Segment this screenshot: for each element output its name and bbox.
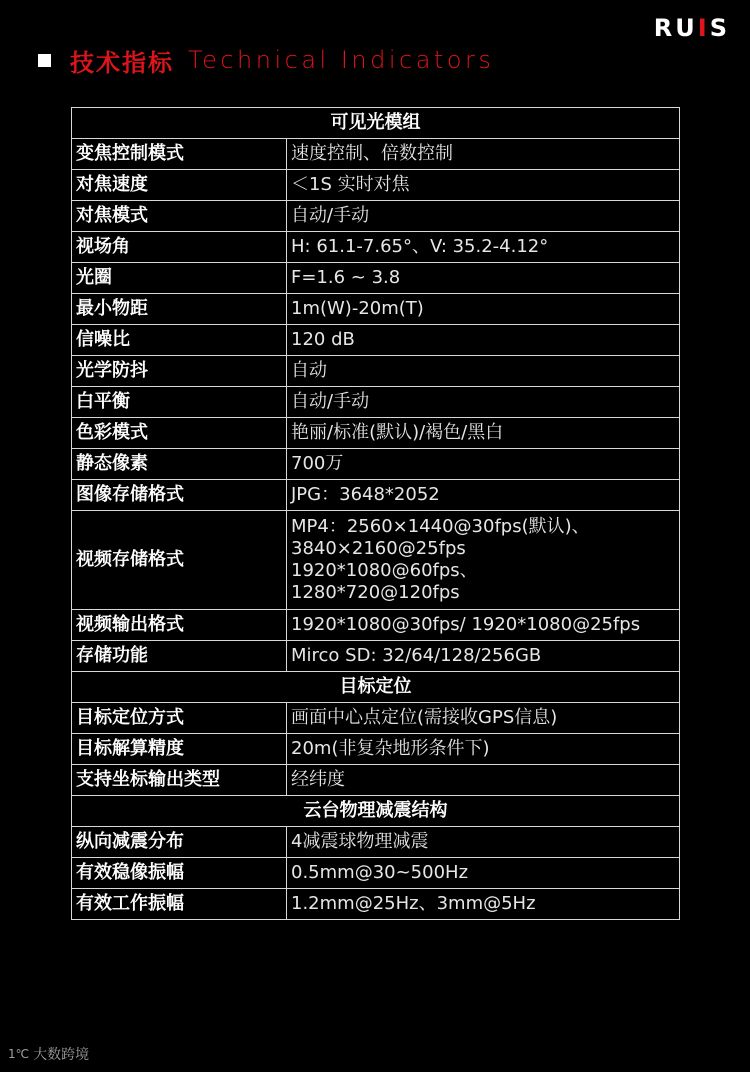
watermark bbox=[8, 1044, 89, 1064]
table-row bbox=[72, 201, 680, 232]
row-label: 白平衡 bbox=[72, 387, 287, 418]
section-title: 目标定位 bbox=[72, 672, 680, 703]
row-label: 变焦控制模式 bbox=[72, 139, 287, 170]
row-value: Mirco SD: 32/64/128/256GB bbox=[287, 641, 680, 672]
table-row bbox=[72, 139, 680, 170]
table-row bbox=[72, 610, 680, 641]
row-value: 0.5mm@30~500Hz bbox=[287, 858, 680, 889]
table-row bbox=[72, 889, 680, 920]
table-row bbox=[72, 418, 680, 449]
row-label: 静态像素 bbox=[72, 449, 287, 480]
value-line: 1280*720@120fps bbox=[291, 582, 460, 603]
row-value: 1m(W)-20m(T) bbox=[287, 294, 680, 325]
row-value: 自动/手动 bbox=[287, 201, 680, 232]
section-header-row bbox=[72, 672, 680, 703]
row-label: 视频输出格式 bbox=[72, 610, 287, 641]
row-value: F=1.6 ~ 3.8 bbox=[287, 263, 680, 294]
row-value: JPG：3648*2052 bbox=[287, 480, 680, 511]
table-row bbox=[72, 734, 680, 765]
row-value: 经纬度 bbox=[287, 765, 680, 796]
row-value: 画面中心点定位(需接收GPS信息) bbox=[287, 703, 680, 734]
section-header-row bbox=[72, 108, 680, 139]
row-label: 色彩模式 bbox=[72, 418, 287, 449]
row-value: 700万 bbox=[287, 449, 680, 480]
value-line: MP4：2560×1440@30fps(默认)、 bbox=[291, 516, 590, 537]
watermark-text: 大数跨境 bbox=[33, 1047, 90, 1063]
table-row bbox=[72, 294, 680, 325]
row-label: 对焦模式 bbox=[72, 201, 287, 232]
row-label: 目标解算精度 bbox=[72, 734, 287, 765]
table-row bbox=[72, 263, 680, 294]
table-row bbox=[72, 449, 680, 480]
table-row bbox=[72, 641, 680, 672]
row-value: 自动 bbox=[287, 356, 680, 387]
row-label: 支持坐标输出类型 bbox=[72, 765, 287, 796]
row-label: 视场角 bbox=[72, 232, 287, 263]
row-label: 图像存储格式 bbox=[72, 480, 287, 511]
row-value: 1920*1080@30fps/ 1920*1080@25fps bbox=[287, 610, 680, 641]
row-label: 有效稳像振幅 bbox=[72, 858, 287, 889]
row-value: ＜1S 实时对焦 bbox=[287, 170, 680, 201]
logo-text-accent: I bbox=[697, 14, 710, 42]
row-value-multiline bbox=[287, 511, 680, 610]
value-line: 1920*1080@60fps、 bbox=[291, 560, 478, 581]
logo-text-tail: S bbox=[709, 14, 730, 42]
section-header-row bbox=[72, 796, 680, 827]
row-value: 速度控制、倍数控制 bbox=[287, 139, 680, 170]
brand-logo bbox=[654, 14, 730, 42]
row-label: 存储功能 bbox=[72, 641, 287, 672]
page-heading bbox=[38, 42, 494, 78]
row-label: 光圈 bbox=[72, 263, 287, 294]
row-value: 艳丽/标准(默认)/褐色/黑白 bbox=[287, 418, 680, 449]
table-row bbox=[72, 480, 680, 511]
table-row bbox=[72, 356, 680, 387]
bullet-square-icon bbox=[38, 54, 51, 67]
table-row bbox=[72, 170, 680, 201]
row-label: 最小物距 bbox=[72, 294, 287, 325]
row-label: 目标定位方式 bbox=[72, 703, 287, 734]
row-label: 有效工作振幅 bbox=[72, 889, 287, 920]
section-title: 云台物理减震结构 bbox=[72, 796, 680, 827]
row-label: 光学防抖 bbox=[72, 356, 287, 387]
row-label: 纵向减震分布 bbox=[72, 827, 287, 858]
table-row bbox=[72, 325, 680, 356]
row-value: 120 dB bbox=[287, 325, 680, 356]
logo-text-main: RU bbox=[653, 14, 698, 42]
row-label: 视频存储格式 bbox=[72, 511, 287, 610]
table-row bbox=[72, 858, 680, 889]
table-row bbox=[72, 387, 680, 418]
table-row bbox=[72, 827, 680, 858]
row-value: H: 61.1-7.65°、V: 35.2-4.12° bbox=[287, 232, 680, 263]
table-row bbox=[72, 703, 680, 734]
row-value: 自动/手动 bbox=[287, 387, 680, 418]
row-label: 信噪比 bbox=[72, 325, 287, 356]
row-value: 20m(非复杂地形条件下) bbox=[287, 734, 680, 765]
section-title: 可见光模组 bbox=[72, 108, 680, 139]
table-row bbox=[72, 511, 680, 610]
watermark-mark: 1℃ bbox=[8, 1047, 30, 1061]
value-line: 3840×2160@25fps bbox=[291, 538, 466, 559]
table-row bbox=[72, 232, 680, 263]
heading-cn: 技术指标 bbox=[70, 48, 174, 77]
spec-table bbox=[71, 107, 680, 920]
heading-en: Technical Indicators bbox=[188, 46, 495, 74]
row-value: 1.2mm@25Hz、3mm@5Hz bbox=[287, 889, 680, 920]
table-row bbox=[72, 765, 680, 796]
row-label: 对焦速度 bbox=[72, 170, 287, 201]
row-value: 4减震球物理减震 bbox=[287, 827, 680, 858]
